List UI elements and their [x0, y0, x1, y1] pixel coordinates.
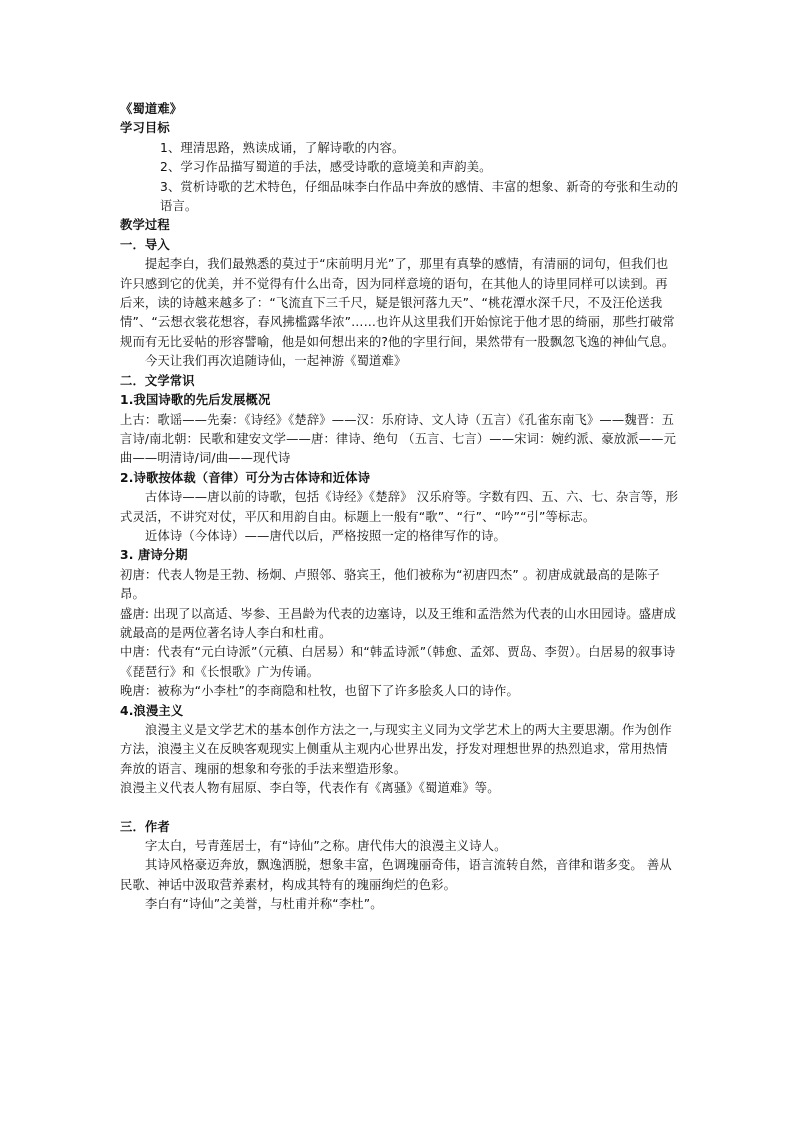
section-heading-author: 三．作者 [120, 819, 170, 834]
goal-item: 3、赏析诗歌的艺术特色，仔细品味李白作品中奔放的感情、丰富的想象、新奇的夸张和生动的语言。 [160, 179, 679, 214]
intro-paragraph: 提起李白，我们最熟悉的莫过于“床前明月光”了，那里有真挚的感情，有清丽的词句，但我们也许只感到它的优美，并不觉得有什么出奇，因为同样意境的语句，在其他人的诗里同样可以读到。再后来，读的诗越来越多了：“飞流直下三千尺，疑是银河落九天”、“桃花潭水深千尺，不及汪伦送我情”、“云想衣裳花想容，春风拂槛露华浓”……也许从这里我们开始惊诧于他才思的绮丽，那些打破常规而有无比妥帖的形容譬喻，他是如何想出来的?他的字里行间，果然带有一股飘忽飞逸的神仙气息。 [120, 257, 675, 349]
goals-heading: 学习目标 [120, 121, 170, 136]
intro-paragraph: 今天让我们再次追随诗仙，一起神游《蜀道难》 [145, 354, 407, 369]
goal-item: 2、学习作品描写蜀道的手法，感受诗歌的意境美和声韵美。 [160, 160, 492, 175]
goal-item: 1、理清思路，熟读成诵，了解诗歌的内容。 [160, 140, 405, 155]
process-heading: 教学过程 [120, 218, 170, 233]
paragraph: 浪漫主义是文学艺术的基本创作方法之一,与现实主义同为文学艺术上的两大主要思潮。作为创作方法，浪漫主义在反映客观现实上侧重从主观内心世界出发，抒发对理想世界的热烈追求，常用热情奔放的语言、瑰丽的想象和夸张的手法来塑造形象。 [120, 723, 672, 776]
paragraph: 初唐：代表人物是王勃、杨炯、卢照邻、骆宾王，他们被称为“初唐四杰” 。初唐成就最高的是陈子昂。 [120, 567, 660, 602]
paragraph: 其诗风格豪迈奔放，飘逸洒脱，想象丰富，色调瑰丽奇伟，语言流转自然，音律和谐多变。 善从民歌、神话中汲取营养素材，构成其特有的瑰丽绚烂的色彩。 [120, 858, 672, 892]
subheading: 4.浪漫主义 [120, 703, 184, 718]
paragraph: 李白有“诗仙”之美誉，与杜甫并称“李杜”。 [145, 897, 383, 912]
paragraph: 盛唐: 出现了以高适、岑参、王昌龄为代表的边塞诗，以及王维和孟浩然为代表的山水田园诗。盛唐成就最高的是两位著名诗人李白和杜甫。 [120, 606, 677, 640]
section-heading-literature: 二．文学常识 [120, 373, 195, 388]
subheading: 2.诗歌按体裁（音律）可分为古体诗和近体诗 [120, 470, 371, 485]
goals-list [120, 139, 680, 217]
paragraph: 字太白，号青莲居士，有“诗仙”之称。唐代伟大的浪漫主义诗人。 [145, 839, 507, 854]
subheading: 3. 唐诗分期 [120, 548, 188, 563]
paragraph: 上古：歌谣——先秦：《诗经》《楚辞》——汉：乐府诗、文人诗（五言）《孔雀东南飞》——魏晋：五言诗/南北朝：民歌和建安文学——唐：律诗、绝句 （五言、七言）——宋词：婉约派、豪放派——元曲——明清诗/词/曲——现代诗 [120, 412, 677, 466]
paragraph: 近体诗（今体诗）——唐代以后，严格按照一定的格律写作的诗。 [145, 528, 506, 543]
section-heading-intro: 一．导入 [120, 237, 170, 252]
spacer [120, 799, 680, 818]
paragraph: 中唐：代表有“元白诗派”（元稹、白居易）和“韩孟诗派”（韩愈、孟郊、贾岛、李贺）。白居易的叙事诗《琵琶行》和《长恨歌》广为传诵。 [120, 645, 676, 679]
paragraph: 古体诗——唐以前的诗歌，包括《诗经》《楚辞》 汉乐府等。字数有四、五、六、七、杂言等，形式灵活，不讲究对仗，平仄和用韵自由。标题上一般有“歌”、“行”、“吟”“引”等标志。 [120, 490, 679, 524]
subheading: 1.我国诗歌的先后发展概况 [120, 393, 271, 408]
paragraph: 浪漫主义代表人物有屈原、李白等，代表作有《离骚》《蜀道难》等。 [120, 781, 500, 796]
document-body [120, 100, 680, 915]
paragraph: 晚唐：被称为“小李杜”的李商隐和杜牧，也留下了许多脍炙人口的诗作。 [120, 684, 519, 699]
doc-title: 《蜀道难》 [120, 102, 183, 116]
